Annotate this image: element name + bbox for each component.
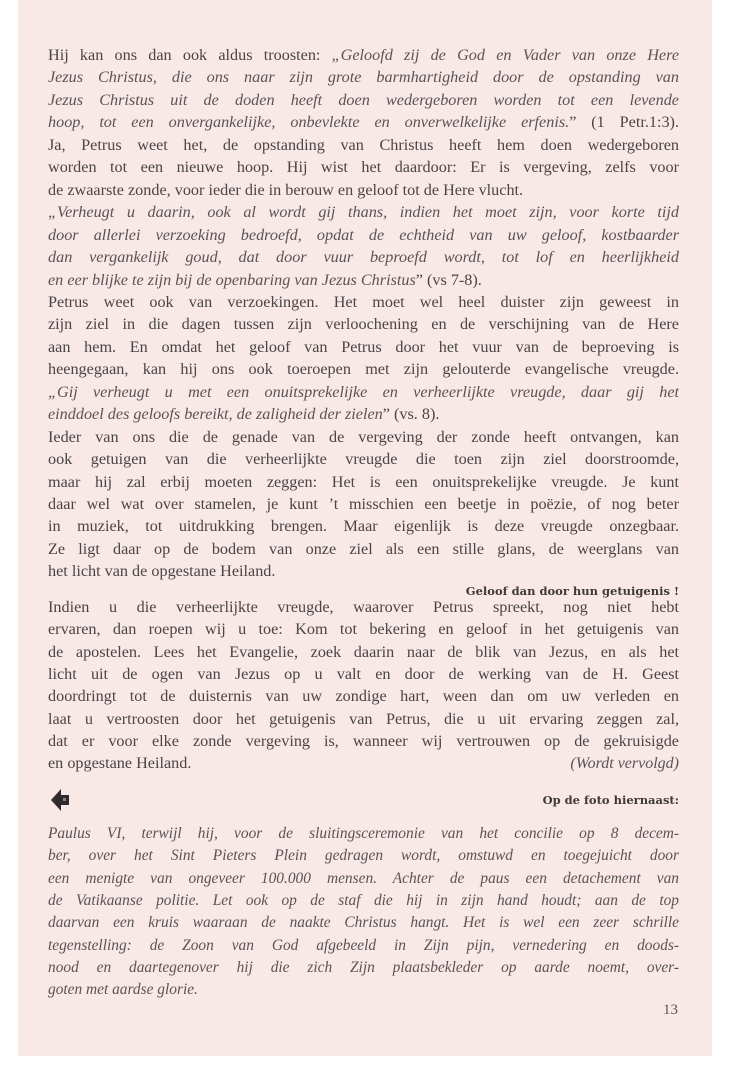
quote-text: dan vergankelijk goud, dat door vuur beproefd wordt, tot lof en heerlijkheid	[48, 248, 679, 267]
body-text: maar hij zal erbij moeten zeggen: Het is een onuitsprekelijke vreugde. Je kunt	[48, 472, 679, 491]
text-line	[48, 134, 679, 156]
body-text: Ja, Petrus weet het, de opstanding van Christus heeft hem doen wedergeboren	[48, 135, 679, 154]
body-text: Ieder van ons die de genade van de vergeving der zonde heeft ontvangen, kan	[48, 427, 679, 446]
text-line	[48, 224, 679, 246]
caption-line: de Vatikaanse politie. Let ook op de staf die hij in zijn hand houdt; aan de top	[48, 891, 679, 909]
body-text: Indien u die verheerlijkte vreugde, waarover Petrus spreekt, nog niet hebt	[48, 598, 679, 616]
text-line	[48, 179, 679, 201]
text-line	[48, 641, 679, 663]
quote-text: hoop, tot een onvergankelijke, onbevlekte en onverwelkelijke erfenis.	[48, 113, 570, 132]
body-text: zijn ziel in die dagen tussen zijn verloochening en de verschijning van de Here	[48, 315, 679, 334]
body-text: ” (1 Petr.1:3).	[569, 113, 679, 132]
text-line	[48, 111, 679, 133]
text-line	[48, 560, 679, 582]
caption-line: ber, over het Sint Pieters Plein gedragen wordt, omstuwd en toegejuicht door	[48, 847, 679, 865]
text-line	[48, 336, 679, 358]
page-number: 13	[663, 1002, 678, 1018]
quote-text: en eer blijke te zijn bij de openbaring van Jezus Christus	[48, 270, 416, 289]
quote-text: „Gij verheugt u met een onuitsprekelijke en verheerlijkte vreugde, daar gij het	[48, 382, 679, 401]
text-line	[48, 201, 679, 223]
text-line	[48, 89, 679, 111]
caption-line: nood en daartegenover hij die zich Zijn plaatsbekleder op aarde noemt, over-	[48, 958, 679, 976]
quote-text: Jezus Christus uit de doden heeft doen wedergeboren worden tot een levende	[48, 90, 679, 109]
left-arrow-icon	[50, 788, 70, 812]
body-text: laat u vertroosten door het getuigenis van Petrus, die u uit ervaring zeggen zal,	[48, 709, 679, 728]
body-text: daar wel wat over stamelen, je kunt ’t misschien een beetje in poëzie, of nog beter	[48, 495, 679, 513]
body-text: ” (vs. 8).	[382, 405, 440, 424]
text-line	[48, 246, 679, 268]
text-line	[48, 313, 679, 335]
text-line	[48, 708, 679, 730]
text-line	[48, 538, 679, 560]
text-line	[48, 730, 679, 752]
quote-text: einddoel des geloofs bereikt, de zaligheid der zielen	[48, 405, 383, 424]
body-text: en opgestane Heiland.	[48, 754, 192, 773]
body-text: aan hem. En omdat het geloof van Petrus door het vuur van de beproeving is	[48, 337, 679, 356]
text-line	[48, 403, 679, 425]
text-line	[48, 156, 679, 178]
caption-heading: Op de foto hiernaast:	[542, 793, 679, 807]
body-text: worden tot een nieuwe hoop. Hij wist het daardoor: Er is vergeving, zelfs voor	[48, 158, 679, 177]
body-text: dat er voor elke zonde vergeving is, wanneer wij vertrouwen op de gekruisigde	[48, 731, 679, 750]
text-line	[48, 448, 679, 470]
body-text: ” (vs 7-8).	[415, 270, 482, 289]
body-text: heengegaan, kan hij ons ook toeroepen met zijn gelouterde evangelische vreugde.	[48, 360, 679, 379]
text-line	[48, 291, 679, 313]
text-line	[48, 358, 679, 380]
text-line	[48, 426, 679, 448]
quote-text: „Geloofd zij de God en Vader van onze Here	[331, 46, 679, 64]
caption-line: goten met aardse glorie.	[48, 981, 198, 999]
body-text: ook getuigen van die verheerlijkte vreugde die toen zijn ziel doorstroomde,	[48, 450, 679, 469]
text-line	[48, 663, 679, 685]
caption-line: tegenstelling: de Zoon van God afgebeeld in Zijn pijn, vernedering en doods-	[48, 936, 679, 954]
body-text: het licht van de opgestane Heiland.	[48, 562, 276, 581]
caption-line: daarvan een kruis waaraan de naakte Christus hangt. Het is wel een zeer schrille	[48, 914, 679, 932]
text-line	[48, 44, 679, 66]
body-text: doordringt tot de duisternis van uw zondige hart, ween dan om uw verleden en	[48, 687, 679, 706]
body-text: in muziek, tot uitdrukking brengen. Maar eigenlijk is deze vreugde onzegbaar.	[48, 517, 679, 536]
quote-text: door allerlei verzoeking bedroefd, opdat de echtheid van uw geloof, kostbaarder	[48, 225, 679, 244]
section-heading: Geloof dan door hun getuigenis !	[465, 584, 679, 598]
text-line	[48, 596, 679, 618]
body-text: Hij kan ons dan ook aldus troosten:	[48, 46, 332, 64]
quote-text: „Verheugt u daarin, ook al wordt gij thans, indien het moet zijn, voor korte tijd	[48, 203, 679, 222]
text-line	[48, 381, 679, 403]
text-line	[48, 515, 679, 537]
text-line	[48, 618, 679, 640]
body-text: Ze ligt daar op de bodem van onze ziel als een stille glans, de weerglans van	[48, 539, 679, 558]
caption-line: Paulus VI, terwijl hij, voor de sluitingsceremonie van het concilie op 8 decem-	[48, 825, 679, 842]
continued-note: (Wordt vervolgd)	[570, 755, 679, 772]
text-line	[48, 66, 679, 88]
body-text: ervaren, dan roepen wij u toe: Kom tot bekering en geloof in het getuigenis van	[48, 620, 679, 639]
body-text: licht uit de ogen van Jezus op u valt en door de werking van de H. Geest	[48, 664, 679, 683]
body-text: de zwaarste zonde, voor ieder die in berouw en geloof tot de Here vlucht.	[48, 180, 524, 199]
body-text: de apostelen. Lees het Evangelie, zoek daarin naar de blik van Jezus, en als het	[48, 642, 679, 661]
text-line	[48, 471, 679, 493]
quote-text: Jezus Christus, die ons naar zijn grote barmhartigheid door de opstanding van	[48, 68, 679, 87]
text-line	[48, 685, 679, 707]
body-text: Petrus weet ook van verzoekingen. Het moet wel heel duister zijn geweest in	[48, 292, 679, 311]
text-line	[48, 493, 679, 515]
caption-line: een menigte van ongeveer 100.000 mensen. Achter de paus een detachement van	[48, 869, 679, 887]
text-line	[48, 269, 679, 291]
